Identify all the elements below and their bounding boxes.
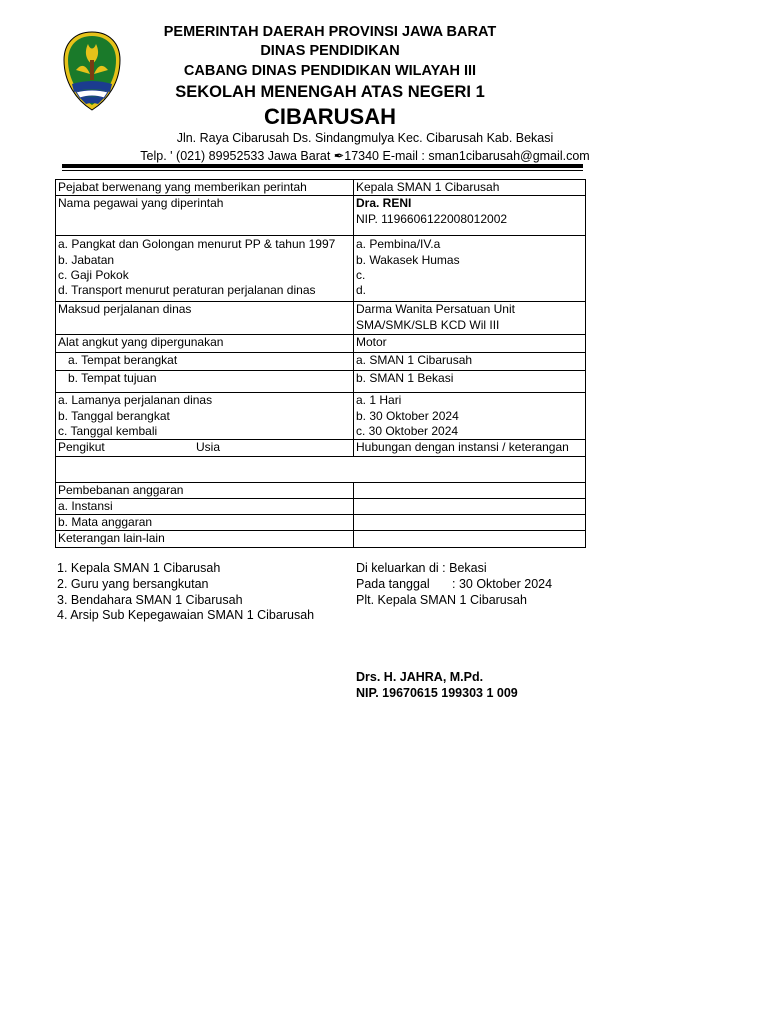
table-row <box>56 482 586 498</box>
signature-block <box>356 670 518 702</box>
header-school-type: SEKOLAH MENENGAH ATAS NEGERI 1 <box>175 83 485 101</box>
list-item: 1. Kepala SMAN 1 Cibarusah <box>57 561 221 575</box>
jawa-barat-emblem-icon <box>62 30 122 112</box>
transport-value: d. <box>356 283 367 298</box>
blank-row <box>56 456 586 482</box>
rank-value: a. Pembina/IV.a <box>356 237 441 252</box>
row-label: Nama pegawai yang diperintah <box>56 196 354 236</box>
travel-order-table <box>55 179 586 548</box>
row-value <box>354 498 586 514</box>
table-row <box>56 456 586 482</box>
date-value: : 30 Oktober 2024 <box>452 576 553 591</box>
table-row <box>56 498 586 514</box>
employee-name: Dra. RENI <box>356 196 412 211</box>
salary-label: c. Gaji Pokok <box>58 267 129 282</box>
row-value <box>354 393 586 440</box>
row-label <box>56 393 354 440</box>
header-divider-thick <box>62 164 583 168</box>
companion-label: Pengikut <box>58 440 105 455</box>
position-value: b. Wakasek Humas <box>356 252 460 267</box>
row-label: b. Mata anggaran <box>56 515 354 531</box>
header-government: PEMERINTAH DAERAH PROVINSI JAWA BARAT <box>163 24 497 40</box>
row-value: Kepala SMAN 1 Cibarusah <box>354 180 586 196</box>
table-row <box>56 515 586 531</box>
header-divider-thin <box>62 170 583 171</box>
distribution-list <box>57 561 314 624</box>
row-label: Pejabat berwenang yang memberikan perintah <box>56 180 354 196</box>
row-value <box>354 482 586 498</box>
signer-name: Drs. H. JAHRA, M.Pd. <box>356 670 484 684</box>
header-school-name: CIBARUSAH <box>264 104 396 129</box>
duration-label: a. Lamanya perjalanan dinas <box>58 393 213 408</box>
row-label <box>56 440 354 456</box>
signer-title: Plt. Kepala SMAN 1 Cibarusah <box>356 592 527 607</box>
row-value: Motor <box>354 335 586 353</box>
table-row <box>56 196 586 236</box>
issued-date <box>356 577 552 593</box>
age-label: Usia <box>196 440 221 455</box>
table-row <box>56 353 586 371</box>
table-row <box>56 180 586 196</box>
return-date-value: c. 30 Oktober 2024 <box>356 423 459 438</box>
list-item: 3. Bendahara SMAN 1 Cibarusah <box>57 592 243 607</box>
table-row <box>56 371 586 393</box>
list-item: 4. Arsip Sub Kepegawaian SMAN 1 Cibarusah <box>57 608 315 623</box>
row-label: Pembebanan anggaran <box>56 482 354 498</box>
row-value <box>354 302 586 335</box>
issued-at <box>356 561 552 577</box>
return-date-label: c. Tanggal kembali <box>58 423 158 438</box>
row-label: Alat angkut yang dipergunakan <box>56 335 354 353</box>
row-label: b. Tempat tujuan <box>56 371 354 393</box>
issued-label: Di keluarkan di <box>356 561 439 575</box>
position-label: b. Jabatan <box>58 252 115 267</box>
school-address: Jln. Raya Cibarusah Ds. Sindangmulya Kec. Cibarusah Kab. Bekasi <box>176 131 554 145</box>
duration-value: a. 1 Hari <box>356 393 402 408</box>
table-row <box>56 531 586 547</box>
transport-label: d. Transport menurut peraturan perjalanan dinas <box>58 283 316 298</box>
table-row <box>56 302 586 335</box>
row-value: Hubungan dengan instansi / keterangan <box>354 440 586 456</box>
issued-value: : Bekasi <box>442 561 487 575</box>
header-branch: CABANG DINAS PENDIDIKAN WILAYAH III <box>183 63 477 79</box>
row-value <box>354 515 586 531</box>
departure-date-label: b. Tanggal berangkat <box>58 408 170 423</box>
row-value <box>354 531 586 547</box>
row-value <box>354 236 586 302</box>
header-department: DINAS PENDIDIKAN <box>260 43 400 59</box>
departure-date-value: b. 30 Oktober 2024 <box>356 408 459 423</box>
school-contact: Telp. ' (021) 89952533 Jawa Barat ✒17340 E-mail : sman1cibarusah@gmail.com <box>140 149 590 163</box>
purpose-line-1: Darma Wanita Persatuan Unit <box>356 302 515 317</box>
row-label: Maksud perjalanan dinas <box>56 302 354 335</box>
row-value <box>354 196 586 236</box>
table-row <box>56 335 586 353</box>
issuance-block <box>356 561 552 608</box>
table-row <box>56 236 586 302</box>
list-item: 2. Guru yang bersangkutan <box>57 576 209 591</box>
row-value: a. SMAN 1 Cibarusah <box>354 353 586 371</box>
row-label <box>56 236 354 302</box>
signer-nip: NIP. 19670615 199303 1 009 <box>356 685 518 700</box>
purpose-line-2: SMA/SMK/SLB KCD Wil III <box>356 317 500 332</box>
table-row <box>56 393 586 440</box>
table-row <box>56 440 586 456</box>
row-label: a. Instansi <box>56 498 354 514</box>
salary-value: c. <box>356 267 366 282</box>
row-label: Keterangan lain-lain <box>56 531 354 547</box>
rank-label: a. Pangkat dan Golongan menurut PP & tahun 1997 <box>58 237 336 252</box>
employee-nip: NIP. 1196606122008012002 <box>356 211 508 226</box>
date-label: Pada tanggal <box>356 576 430 591</box>
row-label: a. Tempat berangkat <box>56 353 354 371</box>
row-value: b. SMAN 1 Bekasi <box>354 371 586 393</box>
